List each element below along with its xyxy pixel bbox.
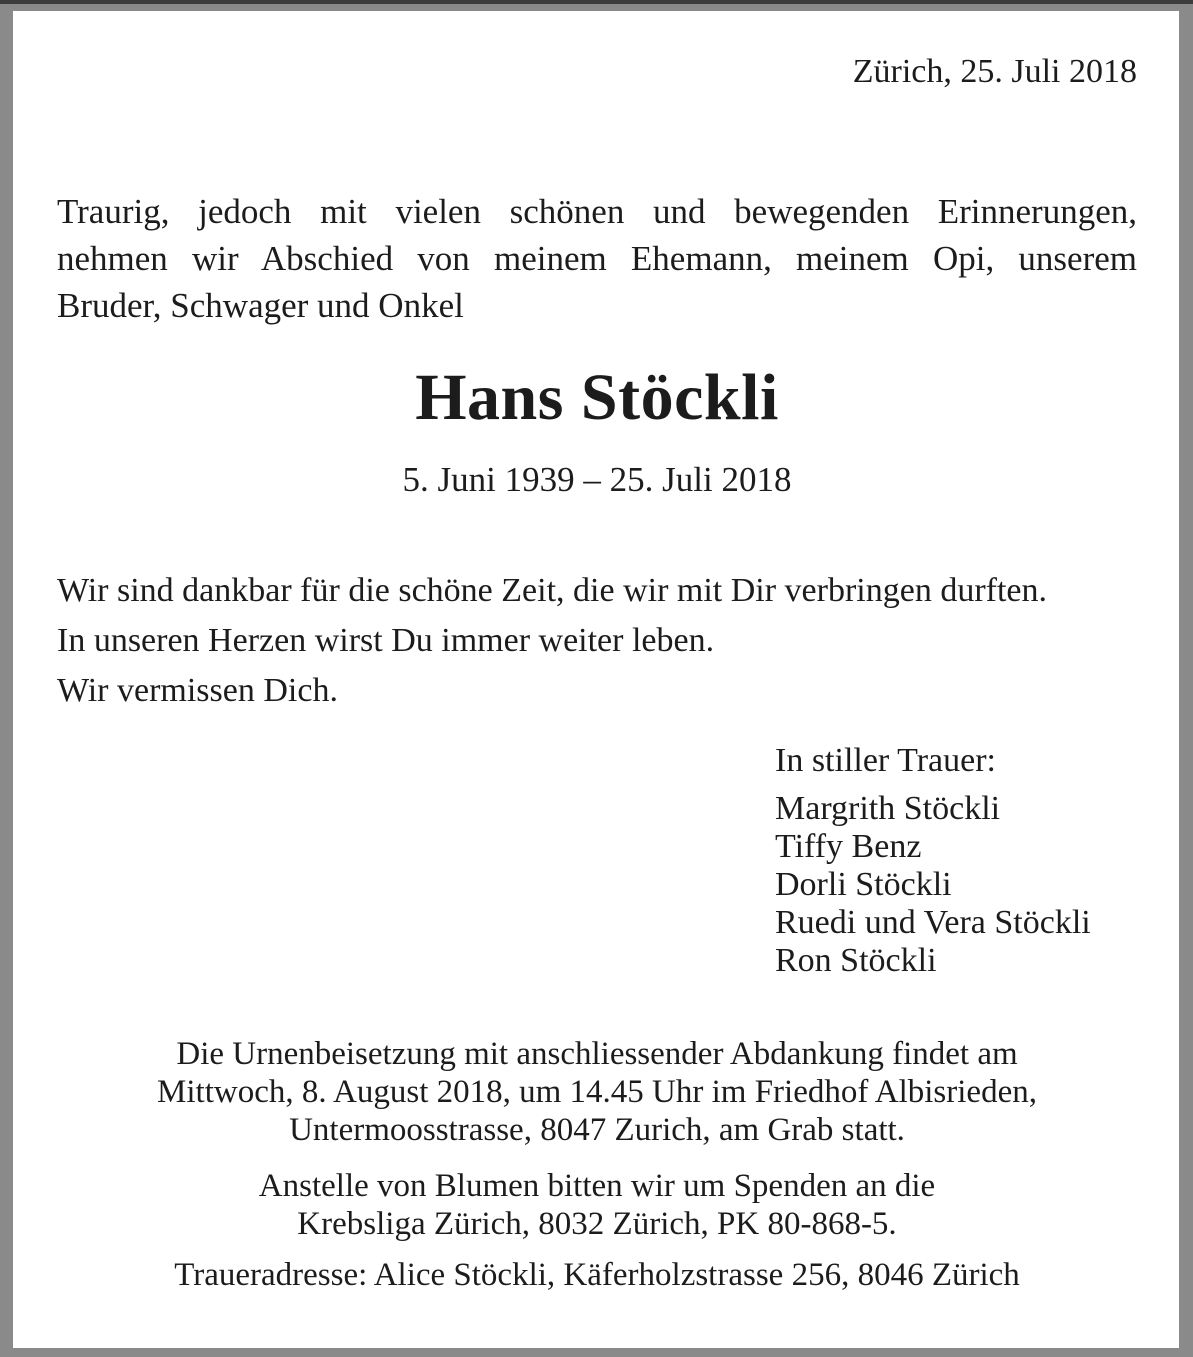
intro-line: Bruder, Schwager und Onkel xyxy=(57,286,464,325)
mourner-name: Dorli Stöckli xyxy=(775,866,952,903)
funeral-line: Die Urnenbeisetzung mit anschliessender Abdankung findet am xyxy=(176,1036,1018,1072)
mourner-name: Tiffy Benz xyxy=(775,828,922,865)
mourner-name: Ruedi und Vera Stöckli xyxy=(775,904,1091,941)
mourner-name: Ron Stöckli xyxy=(775,942,937,979)
obituary-sheet xyxy=(13,11,1179,1348)
tribute-line: Wir vermissen Dich. xyxy=(57,672,338,709)
deceased-name: Hans Stöckli xyxy=(415,361,779,434)
intro-line: nehmen wir Abschied von meinem Ehemann, meinem Opi, unserem xyxy=(57,239,1137,278)
mourner-names-list xyxy=(775,790,1137,980)
intro-line: Traurig, jedoch mit vielen schönen und bewegenden Erinnerungen, xyxy=(57,192,1137,231)
funeral-line: Mittwoch, 8. August 2018, um 14.45 Uhr im Friedhof Albisrieden, xyxy=(157,1074,1037,1110)
mourning-address: Traueradresse: Alice Stöckli, Käferholzstrasse 256, 8046 Zürich xyxy=(174,1257,1020,1293)
mourners-block xyxy=(775,740,1137,980)
tribute-paragraph xyxy=(57,566,1137,716)
funeral-info xyxy=(57,1035,1137,1149)
funeral-line: Untermoosstrasse, 8047 Zurich, am Grab statt. xyxy=(289,1112,905,1148)
mourners-heading: In stiller Trauer: xyxy=(775,742,996,779)
obituary-content xyxy=(13,51,1179,1294)
mourner-name: Margrith Stöckli xyxy=(775,790,1001,827)
donation-line: Anstelle von Blumen bitten wir um Spenden an die xyxy=(258,1168,936,1204)
dateline: Zürich, 25. Juli 2018 xyxy=(852,53,1137,90)
intro-paragraph xyxy=(57,188,1137,329)
life-dates: 5. Juni 1939 – 25. Juli 2018 xyxy=(402,460,792,499)
donation-info xyxy=(57,1167,1137,1243)
tribute-line: Wir sind dankbar für die schöne Zeit, die wir mit Dir verbringen durften. xyxy=(57,572,1048,609)
donation-line: Krebsliga Zürich, 8032 Zürich, PK 80-868-5. xyxy=(297,1206,897,1242)
tribute-line: In unseren Herzen wirst Du immer weiter leben. xyxy=(57,622,715,659)
page-top-edge xyxy=(0,0,1193,4)
